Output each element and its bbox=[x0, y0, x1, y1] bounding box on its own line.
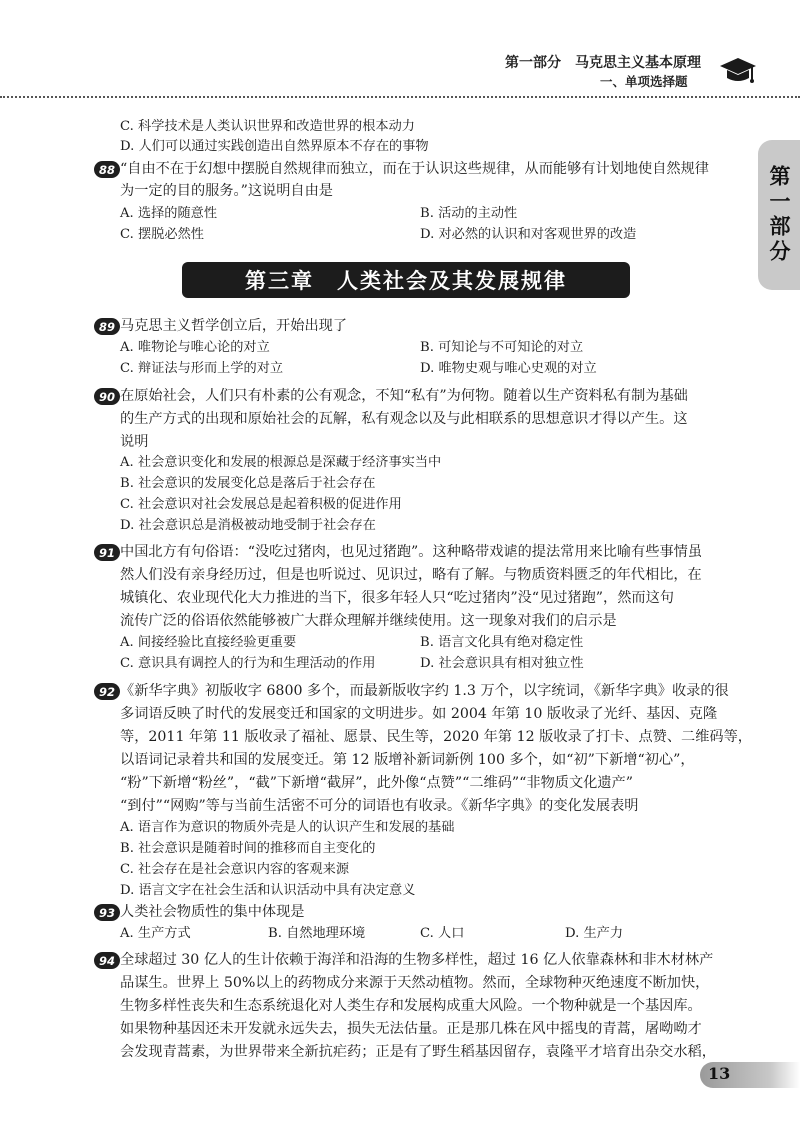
question-number-93: 93 bbox=[94, 904, 120, 921]
q93-option-d: D. 生产力 bbox=[565, 926, 624, 941]
q88-option-d: D. 对必然的认识和对客观世界的改造 bbox=[420, 227, 637, 242]
q93-option-b: B. 自然地理环境 bbox=[268, 926, 366, 941]
q90-stem-line-3: 说明 bbox=[120, 434, 149, 450]
q88-option-a: A. 选择的随意性 bbox=[120, 206, 218, 221]
q93-option-c: C. 人口 bbox=[420, 926, 465, 941]
q91-stem-line-2: 然人们没有亲身经历过，但是也听说过、见识过，略有了解。与物质资料匮乏的年代相比，在 bbox=[120, 567, 702, 583]
q91-stem-line-4: 流传广泛的俗语依然能够被广大群众理解并继续使用。这一现象对我们的启示是 bbox=[120, 613, 617, 629]
q94-stem-line-5: 会发现青蒿素，为世界带来全新抗疟药；正是有了野生稻基因留存，袁隆平才培育出杂交水稻， bbox=[120, 1044, 716, 1060]
graduation-cap-icon bbox=[718, 52, 758, 90]
q92-stem-line-2: 多词语反映了时代的发展变迁和国家的文明进步。如 2004 年第 10 版收录了光纤、基因、克隆 bbox=[120, 706, 718, 722]
question-number-92: 92 bbox=[94, 683, 120, 700]
q91-option-a: A. 间接经验比直接经验更重要 bbox=[120, 635, 297, 650]
q92-option-c: C. 社会存在是社会意识内容的客观来源 bbox=[120, 862, 350, 877]
q92-stem-line-5: “粉”下新增“粉丝”，“截”下新增“截屏”，此外像“点赞”“二维码”“非物质文化遗产” bbox=[120, 775, 633, 791]
side-part-tab: 第一部分 bbox=[758, 140, 800, 290]
q92-option-a: A. 语言作为意识的物质外壳是人的认识产生和发展的基础 bbox=[120, 820, 455, 835]
q88-option-c: C. 摆脱必然性 bbox=[120, 227, 204, 242]
page-number: 13 bbox=[708, 1064, 731, 1083]
q88-option-b: B. 活动的主动性 bbox=[420, 206, 518, 221]
q93-option-a: A. 生产方式 bbox=[120, 926, 191, 941]
q92-stem-line-4: 以语词记录着共和国的发展变迁。第 12 版增补新词新例 100 多个，如“初”下新增“初心”， bbox=[120, 752, 695, 768]
q90-option-c: C. 社会意识对社会发展总是起着积极的促进作用 bbox=[120, 497, 402, 512]
header-section-title: 一、单项选择题 bbox=[600, 74, 688, 89]
header-part-title: 第一部分 马克思主义基本原理 bbox=[505, 55, 701, 71]
q90-stem-line-2: 的生产方式的出现和原始社会的瓦解，私有观念以及与此相联系的思想意识才得以产生。这 bbox=[120, 411, 688, 427]
q92-option-d: D. 语言文字在社会生活和认识活动中具有决定意义 bbox=[120, 883, 416, 898]
q91-stem-line-3: 城镇化、农业现代化大力推进的当下，很多年轻人只“吃过猪肉”没“见过猪跑”，然而这句 bbox=[120, 590, 674, 606]
q91-option-b: B. 语言文化具有绝对稳定性 bbox=[420, 635, 584, 650]
q90-option-d: D. 社会意识总是消极被动地受制于社会存在 bbox=[120, 518, 376, 533]
q90-option-b: B. 社会意识的发展变化总是落后于社会存在 bbox=[120, 476, 376, 491]
question-number-94: 94 bbox=[94, 952, 120, 969]
q94-stem-line-2: 品谋生。世界上 50%以上的药物成分来源于天然动植物。然而，全球物种灭绝速度不断加快， bbox=[120, 975, 710, 991]
q89-option-c: C. 辩证法与形而上学的对立 bbox=[120, 361, 284, 376]
q88-stem-line-2: 为一定的目的服务。”这说明自由是 bbox=[120, 183, 333, 199]
prev-option-c: C. 科学技术是人类认识世界和改造世界的根本动力 bbox=[120, 119, 415, 134]
q94-stem-line-3: 生物多样性丧失和生态系统退化对人类生存和发展构成重大风险。一个物种就是一个基因库。 bbox=[120, 998, 702, 1014]
q90-option-a: A. 社会意识变化和发展的根源总是深藏于经济事实当中 bbox=[120, 455, 442, 470]
q89-option-d: D. 唯物史观与唯心史观的对立 bbox=[420, 361, 597, 376]
question-number-90: 90 bbox=[94, 388, 120, 405]
q94-stem-line-1: 全球超过 30 亿人的生计依赖于海洋和沿海的生物多样性，超过 16 亿人依靠森林和非木材林产 bbox=[120, 952, 714, 968]
q89-option-b: B. 可知论与不可知论的对立 bbox=[420, 340, 584, 355]
q90-stem-line-1: 在原始社会，人们只有朴素的公有观念，不知“私有”为何物。随着以生产资料私有制为基础 bbox=[120, 388, 688, 404]
q91-option-c: C. 意识具有调控人的行为和生理活动的作用 bbox=[120, 656, 376, 671]
q92-option-b: B. 社会意识是随着时间的推移而自主变化的 bbox=[120, 841, 376, 856]
q93-stem-line-1: 人类社会物质性的集中体现是 bbox=[120, 904, 305, 920]
q89-stem-line-1: 马克思主义哲学创立后，开始出现了 bbox=[120, 318, 348, 334]
q91-option-d: D. 社会意识具有相对独立性 bbox=[420, 656, 584, 671]
header-divider bbox=[0, 96, 800, 98]
prev-option-d: D. 人们可以通过实践创造出自然界原本不存在的事物 bbox=[120, 139, 429, 154]
q94-stem-line-4: 如果物种基因还未开发就永远失去，损失无法估量。正是那几株在风中摇曳的青蒿，屠呦呦才 bbox=[120, 1021, 702, 1037]
q89-option-a: A. 唯物论与唯心论的对立 bbox=[120, 340, 270, 355]
q92-stem-line-3: 等，2011 年第 11 版收录了福祉、愿景、民生等，2020 年第 12 版收录了打卡、点赞、二维码等， bbox=[120, 729, 752, 745]
question-number-89: 89 bbox=[94, 318, 120, 335]
q88-stem-line-1: “自由不在于幻想中摆脱自然规律而独立，而在于认识这些规律，从而能够有计划地使自然规律 bbox=[120, 161, 709, 177]
q92-stem-line-1: 《新华字典》初版收字 6800 多个，而最新版收字约 1.3 万个，以字统词，《新华字典》收录的很 bbox=[120, 683, 729, 699]
q91-stem-line-1: 中国北方有句俗语：“没吃过猪肉，也见过猪跑”。这种略带戏谑的提法常用来比喻有些事情虽 bbox=[120, 544, 703, 560]
q92-stem-line-6: “到付”“网购”等与当前生活密不可分的词语也有收录。《新华字典》的变化发展表明 bbox=[120, 798, 639, 814]
question-number-91: 91 bbox=[94, 544, 120, 561]
chapter-title-banner: 第三章 人类社会及其发展规律 bbox=[182, 262, 630, 298]
question-number-88: 88 bbox=[94, 161, 120, 178]
